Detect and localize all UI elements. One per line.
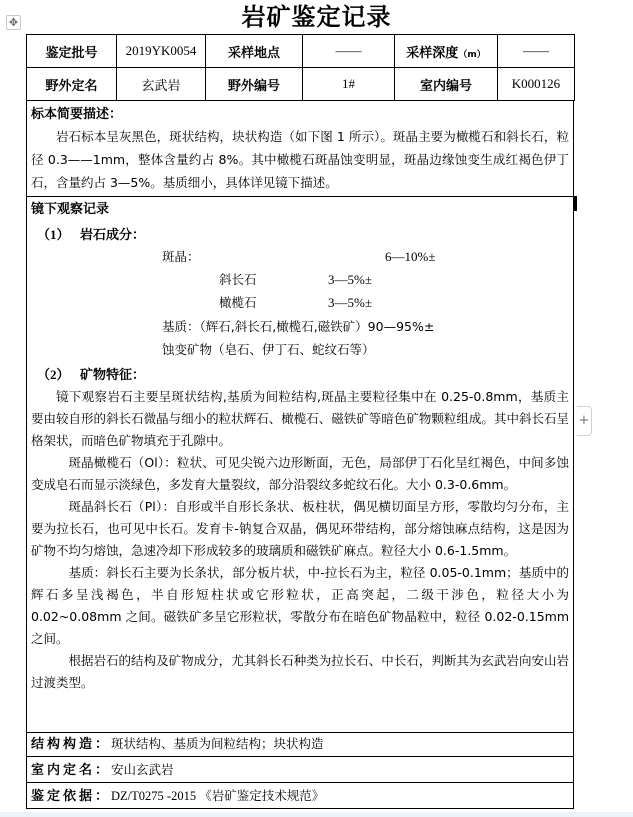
header-row-2 [27, 68, 575, 101]
structure-label: 结构构造： [31, 737, 112, 752]
page-bottom-band [0, 812, 633, 817]
table-resize-marker[interactable] [574, 196, 577, 211]
features-heading [37, 365, 145, 386]
features-heading-num: （2） [37, 367, 70, 382]
field-name-label: 野外定名 [27, 68, 117, 101]
sampling-site-value[interactable]: —— [303, 35, 395, 68]
structure-value: 斑状结构、基质为间粒结构；块状构造 [111, 736, 324, 751]
header-info-table [26, 34, 575, 101]
phenocryst-value: 6—10%± [385, 249, 436, 264]
batch-no-value[interactable]: 2019YK0054 [117, 35, 206, 68]
specimen-description-text: 岩石标本呈灰黑色，斑状结构，块状构造（如下图 1 所示）。斑晶主要为橄榄石和斜长石，粒径 0.3——1mm，整体含量约占 8%。其中橄榄石斑晶蚀变明显，斑晶边缘蚀变生成红褐色伊丁石，含量约占 3—5%。基质细小，具体详见镜下描述。 [31, 129, 569, 190]
batch-no-label: 鉴定批号 [27, 35, 117, 68]
features-paragraph-plagioclase: 斑晶斜长石（Pl）：自形或半自形长条状、板柱状，偶见横切面呈方形，零散均匀分布，主要为拉长石，也可见中长石。发育卡-钠复合双晶，偶见环带结构，部分熔蚀麻点结构，这是因为矿物不均匀熔蚀，急速冷却下形成较多的玻璃质和磁铁矿麻点。粒径大小 0.6-1.5mm。 [31, 499, 569, 558]
structure-row[interactable] [26, 731, 574, 757]
table-move-handle-icon[interactable]: ✥ [6, 15, 21, 30]
field-name-value[interactable]: 玄武岩 [117, 68, 206, 101]
features-body [27, 386, 573, 694]
add-row-button[interactable]: + [577, 406, 592, 436]
lab-name-row[interactable] [26, 757, 574, 783]
features-heading-text: 矿物特征： [80, 368, 146, 383]
field-no-value[interactable]: 1# [303, 68, 395, 101]
lab-no-value[interactable]: K000126 [498, 68, 575, 101]
mineral-name-olivine: 橄榄石 [219, 295, 257, 310]
microscope-heading: 镜下观察记录 [31, 202, 110, 217]
microscope-section[interactable] [26, 196, 574, 733]
composition-heading [37, 225, 145, 246]
phenocryst-label: 斑晶： [162, 249, 200, 264]
alteration-minerals: 蚀变矿物（皂石、伊丁石、蛇纹石等） [162, 342, 375, 357]
field-no-label: 野外编号 [206, 68, 303, 101]
specimen-description-heading: 标本简要描述： [31, 107, 123, 122]
basis-row[interactable] [26, 783, 574, 809]
sampling-depth-label-cell [395, 35, 498, 68]
composition-heading-num: （1） [37, 227, 70, 242]
features-paragraph-overview: 镜下观察岩石主要呈斑状结构,基质为间粒结构,斑晶主要粒径集中在 0.25-0.8mm，基质主要由较自形的斜长石微晶与细小的粒状辉石、橄榄石、磁铁矿等暗色矿物颗粒组成。其中斜长石呈格架状，而暗色矿物填充于孔隙中。 [31, 389, 569, 448]
mineral-value-olivine: 3—5%± [328, 295, 372, 310]
features-paragraph-olivine: 斑晶橄榄石（Ol）：粒状、可见尖锐六边形断面，无色，局部伊丁石化呈红褐色，中间多蚀变成皂石而显示淡绿色，多发育大量裂纹，部分沿裂纹多蛇纹石化。大小 0.3-0.6mm。 [31, 455, 569, 492]
composition-heading-text: 岩石成分： [80, 228, 146, 243]
sampling-depth-label: 采样深度 [406, 45, 459, 61]
mineral-name-plagioclase: 斜长石 [219, 272, 257, 287]
lab-name-label: 室内定名： [31, 763, 112, 778]
basis-value: DZ/T0275 -2015 《岩矿鉴定技术规范》 [111, 789, 325, 803]
mineral-value-plagioclase: 3—5%± [328, 272, 372, 287]
lab-no-label: 室内编号 [395, 68, 498, 101]
features-paragraph-conclusion: 根据岩石的结构及矿物成分，尤其斜长石种类为拉长石、中长石，判断其为玄武岩向安山岩过渡类型。 [31, 653, 569, 690]
sampling-site-label: 采样地点 [206, 35, 303, 68]
specimen-description-section[interactable] [26, 101, 574, 197]
sampling-depth-unit: （m） [458, 49, 486, 60]
sampling-depth-value[interactable]: —— [498, 35, 575, 68]
matrix-composition: 基质：（辉石,斜长石,橄榄石,磁铁矿）90—95%± [162, 319, 435, 334]
lab-name-value: 安山玄武岩 [111, 762, 174, 777]
features-paragraph-matrix: 基质：斜长石主要为长条状，部分板片状，中-拉长石为主，粒径 0.05-0.1mm；基质中的辉石多呈浅褐色，半自形短柱状或它形粒状，正高突起，二级干涉色，粒径大小为 0.02~0.08mm 之间。磁铁矿多呈它形粒状，零散分布在暗色矿物晶粒中，粒径 0.02-0.15mm 之间。 [31, 565, 569, 646]
header-row-1 [27, 35, 575, 68]
page-title: 岩矿鉴定记录 [241, 2, 392, 31]
basis-label: 鉴定依据： [31, 789, 112, 804]
